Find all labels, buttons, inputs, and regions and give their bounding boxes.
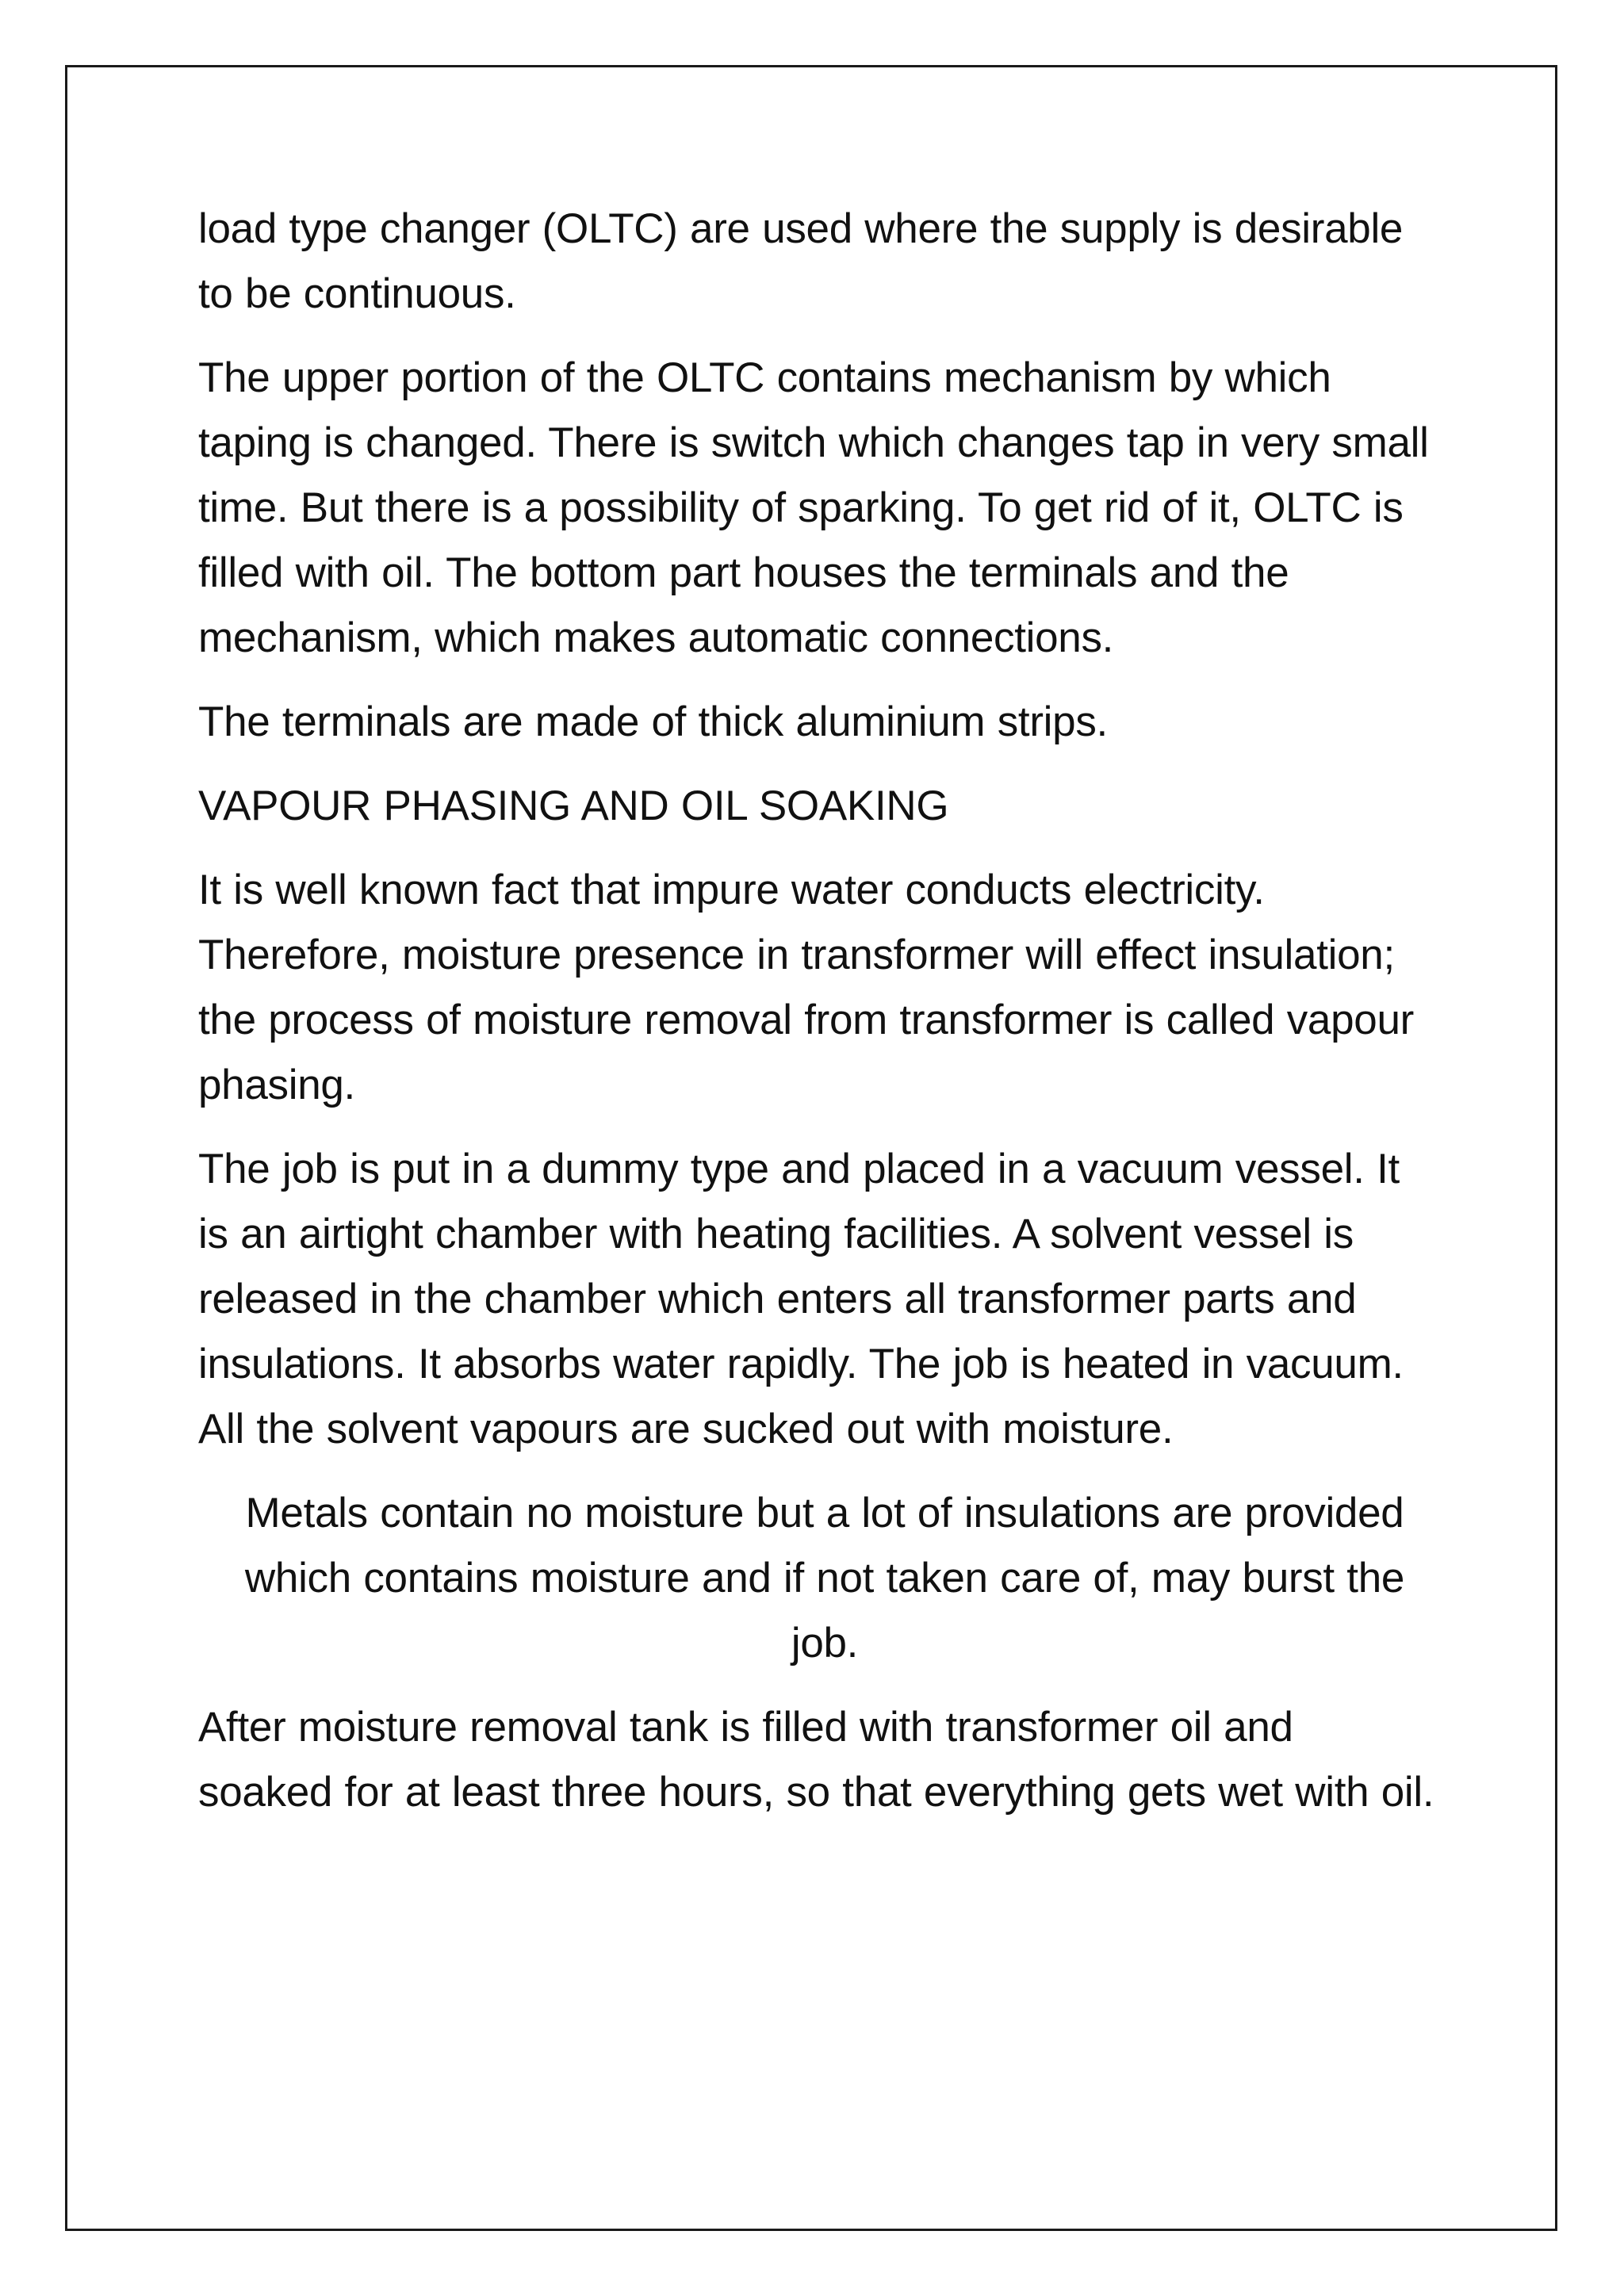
section-heading: VAPOUR PHASING AND OIL SOAKING — [198, 783, 949, 829]
paragraph-metals-note: Metals contain no moisture but a lot of insulations are provided which contains moisture and if not taken care of, may burst the job. — [244, 1490, 1405, 1667]
paragraph-oltc-mechanism: The upper portion of the OLTC contains mechanism by which taping is changed. There is switch which changes tap in very small time. But there is a possibility of sparking. To get rid of it, OLTC is filled with oil. The bottom part houses the terminals and the mechanism, which makes automatic connections. — [198, 354, 1429, 661]
document-body — [198, 197, 1435, 1844]
paragraph-oltc-intro: load type changer (OLTC) are used where the supply is desirable to be continuous. — [198, 205, 1404, 317]
paragraph-oil-soaking: After moisture removal tank is filled with transformer oil and soaked for at least three hours, so that everything gets wet with oil. — [198, 1704, 1434, 1816]
paragraph-terminals: The terminals are made of thick aluminium strips. — [198, 698, 1108, 745]
paragraph-moisture: It is well known fact that impure water conducts electricity. Therefore, moisture presence in transformer will effect insulation; the process of moisture removal from transformer is called vapour phasing. — [198, 867, 1414, 1108]
paragraph-vacuum-process: The job is put in a dummy type and placed in a vacuum vessel. It is an airtight chamber with heating facilities. A solvent vessel is released in the chamber which enters all transformer parts and insulations. It absorbs water rapidly. The job is heated in vacuum. All the solvent vapours are sucked out with moisture. — [198, 1146, 1404, 1452]
